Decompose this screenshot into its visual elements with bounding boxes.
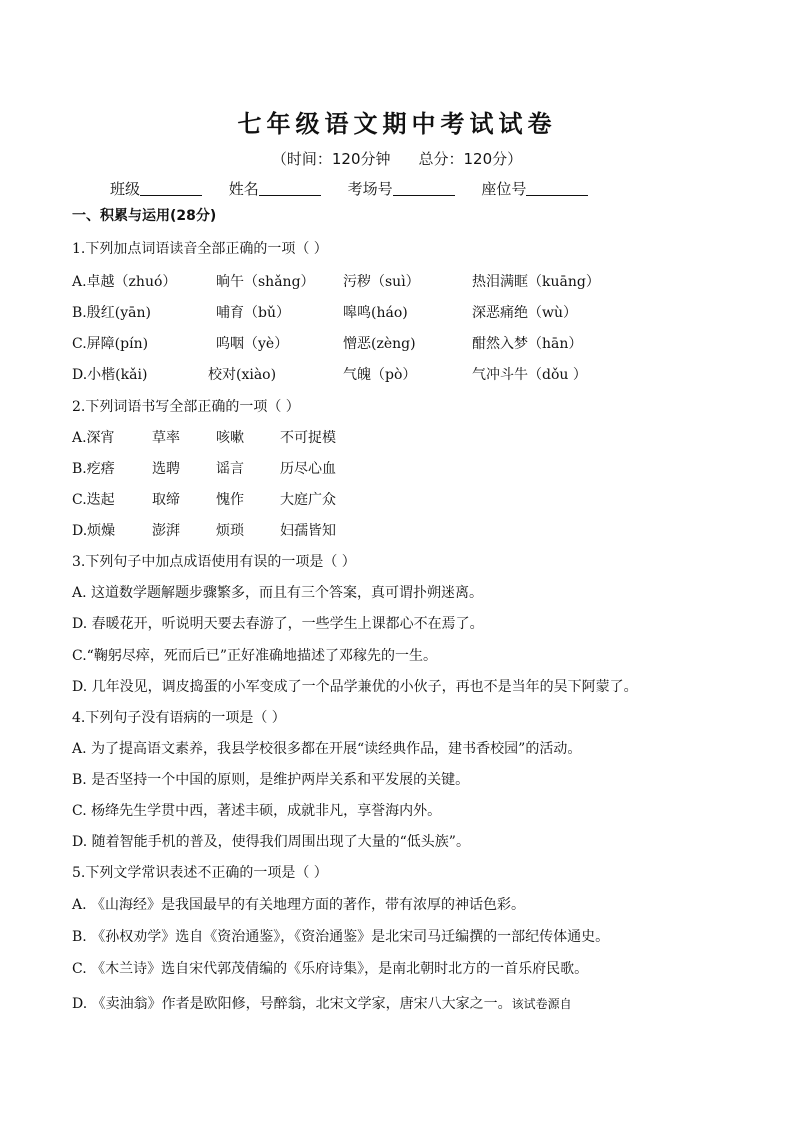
- question-5-option-a: A. 《山海经》是我国最早的有关地理方面的著作，带有浓厚的神话色彩。: [72, 897, 526, 913]
- class-blank: [140, 181, 202, 196]
- option-cell: 谣言: [216, 461, 244, 477]
- question-4-option-d: D. 随着智能手机的普及，使得我们周围出现了大量的“低头族”。: [72, 834, 470, 850]
- question-3-option-d: D. 几年没见，调皮捣蛋的小军变成了一个品学兼优的小伙子，再也不是当年的吴下阿蒙了。: [72, 679, 638, 695]
- question-3-option-c: C.“鞠躬尽瘁，死而后已”正好准确地描述了邓稼先的一生。: [72, 648, 437, 664]
- question-2-stem: 2.下列词语书写全部正确的一项（ ）: [72, 399, 300, 415]
- option-cell: 校对(xiào): [208, 367, 277, 383]
- class-label: 班级: [110, 180, 141, 198]
- option-cell: 热泪满眶（kuāng）: [472, 274, 600, 290]
- option-cell: D.小楷(kǎi): [72, 367, 148, 383]
- seat-blank: [526, 181, 588, 196]
- option-cell: C.迭起: [72, 492, 115, 508]
- question-2-option-c: [72, 489, 732, 509]
- option-cell: 酣然入梦（hān）: [472, 336, 583, 352]
- option-cell: A.卓越（zhuó）: [72, 274, 177, 290]
- section-heading: 一、积累与运用(28分): [72, 208, 217, 224]
- student-info-line: [110, 178, 610, 199]
- question-2-option-b: [72, 458, 732, 478]
- exam-title: 七年级语文期中考试试卷: [237, 109, 557, 138]
- option-cell: 草率: [152, 430, 180, 446]
- question-3-stem: 3.下列句子中加点成语使用有误的一项是（ ）: [72, 554, 356, 570]
- question-3-option-b: D. 春暖花开，听说明天要去春游了，一些学生上课都心不在焉了。: [72, 616, 484, 632]
- total-score: 总分：120分）: [418, 150, 523, 168]
- option-cell: 污秽（suì）: [343, 274, 420, 290]
- option-cell: 咳嗽: [216, 430, 244, 446]
- option-cell: B.殷红(yān): [72, 305, 151, 321]
- option-cell: 妇孺皆知: [280, 523, 336, 539]
- option-cell: 嗥鸣(háo): [343, 305, 408, 321]
- option-cell: 不可捉模: [280, 430, 336, 446]
- option-cell: 憎恶(zèng): [343, 336, 416, 352]
- time-limit: （时间：120分钟: [271, 150, 391, 168]
- question-3-option-a: A. 这道数学题解题步骤繁多，而且有三个答案，真可谓扑朔迷离。: [72, 585, 484, 601]
- option-cell: D.烦燥: [72, 523, 116, 539]
- question-5-option-c: C. 《木兰诗》选自宋代郭茂倩编的《乐府诗集》，是南北朝时北方的一首乐府民歌。: [72, 961, 589, 977]
- option-cell: 选聘: [152, 461, 180, 477]
- question-1-option-d: [72, 364, 732, 384]
- option-cell: 呜咽（yè）: [216, 336, 289, 352]
- option-text: D. 《卖油翁》作者是欧阳修，号醉翁，北宋文学家，唐宋八大家之一。: [72, 996, 512, 1012]
- question-5-option-b: B. 《孙权劝学》选自《资治通鉴》，《资治通鉴》是北宋司马迁编撰的一部纪传体通史。: [72, 929, 610, 945]
- option-cell: 取缔: [152, 492, 180, 508]
- option-cell: 烦琐: [216, 523, 244, 539]
- option-cell: 深恶痛绝（wù）: [472, 305, 577, 321]
- name-label: 姓名: [228, 180, 259, 198]
- class-field: [110, 178, 202, 199]
- option-cell: 大庭广众: [280, 492, 336, 508]
- option-cell: B.疙瘩: [72, 461, 115, 477]
- seat-label: 座位号: [481, 180, 527, 198]
- option-cell: A.深宵: [72, 430, 115, 446]
- question-2-option-d: [72, 520, 732, 540]
- question-1-option-b: [72, 302, 732, 322]
- option-cell: 哺育（bǔ）: [216, 305, 290, 321]
- question-1-stem: 1.下列加点词语读音全部正确的一项（ ）: [72, 241, 328, 257]
- seat-field: [481, 178, 588, 199]
- option-cell: 愧作: [216, 492, 244, 508]
- option-cell: C.屏障(pín): [72, 336, 149, 352]
- option-cell: 气魄（pò）: [343, 367, 417, 383]
- question-5-option-d: [72, 993, 572, 1013]
- exam-room-blank: [393, 181, 455, 196]
- question-1-option-a: [72, 271, 732, 291]
- name-field: [229, 178, 321, 199]
- question-4-option-b: B. 是否坚持一个中国的原则，是维护两岸关系和平发展的关键。: [72, 772, 470, 788]
- exam-room-label: 考场号: [347, 180, 393, 198]
- question-5-stem: 5.下列文学常识表述不正确的一项是（ ）: [72, 865, 328, 881]
- question-2-option-a: [72, 427, 732, 447]
- question-4-option-c: C. 杨绛先生学贯中西，著述丰硕，成就非凡，享誉海内外。: [72, 803, 442, 819]
- option-cell: 气冲斗牛（dǒu ）: [472, 367, 587, 383]
- question-4-stem: 4.下列句子没有语病的一项是（ ）: [72, 710, 286, 726]
- option-cell: 历尽心血: [280, 461, 336, 477]
- question-1-option-c: [72, 333, 732, 353]
- question-4-option-a: A. 为了提高语文素养，我县学校很多都在开展“读经典作品，建书香校园”的活动。: [72, 741, 582, 757]
- name-blank: [259, 181, 321, 196]
- exam-room-field: [348, 178, 455, 199]
- exam-subtitle: [0, 148, 794, 169]
- option-cell: 晌午（shǎng）: [216, 274, 315, 290]
- option-cell: 澎湃: [152, 523, 180, 539]
- source-note: 该试卷源自: [511, 997, 572, 1011]
